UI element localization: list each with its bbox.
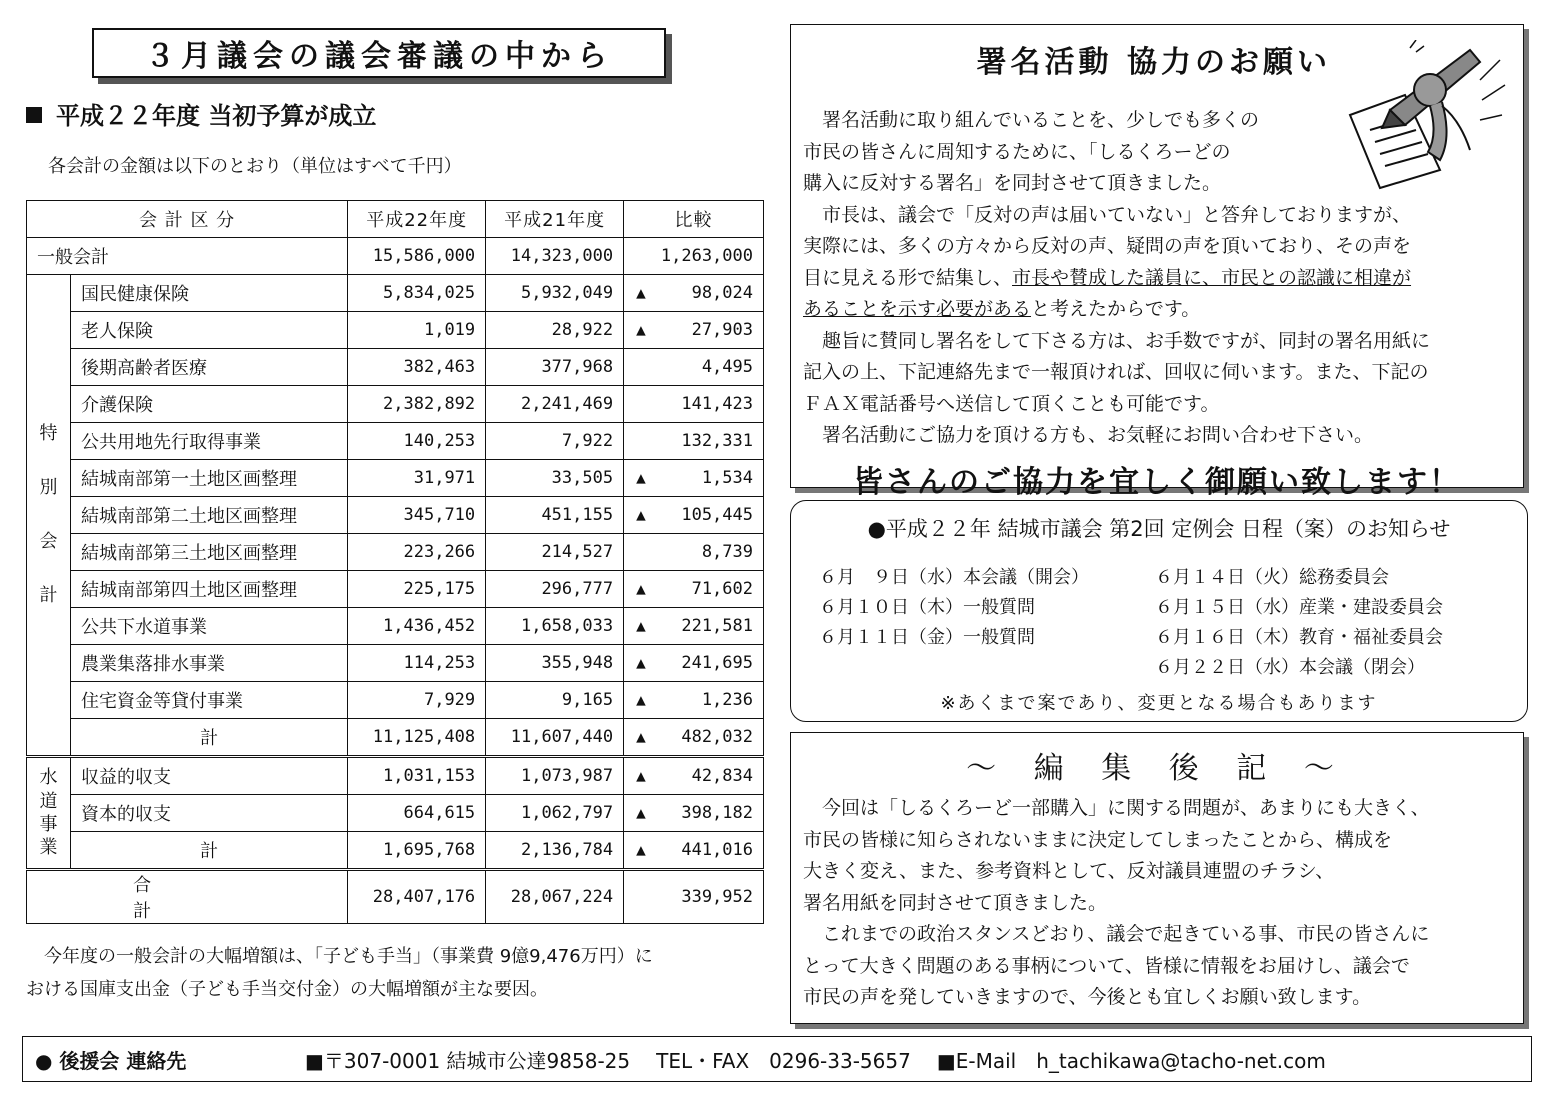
header-diff: 比較 xyxy=(624,201,764,238)
table-row xyxy=(27,608,764,645)
petition-line: 署名活動にご協力を頂ける方も、お気軽にお問い合わせ下さい。 xyxy=(803,424,1374,446)
schedule-box xyxy=(790,500,1528,722)
cell-diff xyxy=(624,608,764,645)
decrease-triangle-icon: ▲ xyxy=(636,505,646,524)
petition-underlined-text: あることを示す必要がある xyxy=(803,298,1032,320)
cell-h21: 214,527 xyxy=(486,534,624,571)
cell-diff xyxy=(624,682,764,719)
contact-address: ■〒307-0001 結城市公達9858-25 xyxy=(305,1048,631,1073)
editor-note-box xyxy=(790,732,1524,1024)
table-row xyxy=(27,571,764,608)
table-row-general xyxy=(27,238,764,275)
diff-value: 98,024 xyxy=(691,283,753,303)
cell-h21: 1,062,797 xyxy=(486,795,624,832)
cell-h21: 5,932,049 xyxy=(486,275,624,312)
cell-h21: 296,777 xyxy=(486,571,624,608)
cell-h21: 1,658,033 xyxy=(486,608,624,645)
petition-closing: 皆さんのご協力を宜しく御願い致します！ xyxy=(853,465,1461,500)
cell-diff xyxy=(624,534,764,571)
diff-value: 221,581 xyxy=(681,616,753,636)
header-h21: 平成21年度 xyxy=(486,201,624,238)
table-row xyxy=(27,312,764,349)
row-label: 資本的収支 xyxy=(70,795,347,832)
table-row xyxy=(27,386,764,423)
schedule-note: ※あくまで案であり、変更となる場合もあります xyxy=(940,693,1378,714)
cell-diff: 339,952 xyxy=(624,870,764,924)
petition-line: 市民の皆さんに周知するために、「しるくろーどの xyxy=(803,140,1231,163)
group-label-special: 特 別 会 計 xyxy=(27,275,71,757)
schedule-item: ６月１４日（火）総務委員会 xyxy=(1155,567,1389,588)
decrease-triangle-icon: ▲ xyxy=(636,468,646,487)
diff-value: 482,032 xyxy=(681,727,753,747)
section-heading-text: 平成２２年度 当初予算が成立 xyxy=(56,102,377,130)
diff-value: 132,331 xyxy=(681,431,753,451)
cell-h21: 355,948 xyxy=(486,645,624,682)
row-label: 介護保険 xyxy=(70,386,347,423)
petition-line: 市長は、議会で「反対の声は届いていない」と答弁しておりますが、 xyxy=(803,203,1412,226)
contact-email: ■E-Mail h_tachikawa@tacho-net.com xyxy=(936,1048,1326,1073)
cell-diff xyxy=(624,349,764,386)
cell-h21: 28,067,224 xyxy=(486,870,624,924)
row-label: 計 xyxy=(70,719,347,757)
table-row xyxy=(27,682,764,719)
cell-h22: 7,929 xyxy=(348,682,486,719)
cell-diff xyxy=(624,312,764,349)
cell-h21: 2,136,784 xyxy=(486,832,624,870)
contact-footer xyxy=(22,1036,1532,1082)
editor-note-line: これまでの政治スタンスどおり、議会で起きている事、市民の皆さんに xyxy=(803,923,1430,945)
contact-phone: TEL・FAX 0296-33-5657 xyxy=(656,1048,911,1073)
summary-line: おける国庫支出金（子ども手当交付金）の大幅増額が主な要因。 xyxy=(26,979,548,1000)
editor-note-line: 市民の皆様に知らされないままに決定してしまったことから、構成を xyxy=(803,828,1393,851)
row-label: 結城南部第一土地区画整理 xyxy=(70,460,347,497)
cell-h22: 664,615 xyxy=(348,795,486,832)
petition-underlined-text: 市長や賛成した議員に、市民との認識に相違が xyxy=(1012,266,1412,289)
petition-line: 署名活動に取り組んでいることを、少しでも多くの xyxy=(803,109,1260,131)
table-row xyxy=(27,275,764,312)
cell-h21: 14,323,000 xyxy=(486,238,624,275)
petition-line xyxy=(803,263,1503,295)
petition-title: 署名活動 協力のお願い xyxy=(976,45,1331,80)
schedule-item: ６月１６日（木）教育・福祉委員会 xyxy=(1155,627,1443,648)
decrease-triangle-icon: ▲ xyxy=(636,803,646,822)
cell-h21: 2,241,469 xyxy=(486,386,624,423)
unit-note: 各会計の金額は以下のとおり（単位はすべて千円） xyxy=(48,156,462,177)
schedule-left-column xyxy=(819,563,1089,653)
cell-h21: 28,922 xyxy=(486,312,624,349)
row-label: 一般会計 xyxy=(27,238,348,275)
cell-h21: 7,922 xyxy=(486,423,624,460)
cell-h22: 11,125,408 xyxy=(348,719,486,757)
schedule-item: ６月１５日（水）産業・建設委員会 xyxy=(1155,597,1443,618)
petition-line: 記入の上、下記連絡先まで一報頂ければ、回収に伺います。また、下記の xyxy=(803,361,1429,383)
diff-value: 4,495 xyxy=(701,357,753,377)
cell-h22: 225,175 xyxy=(348,571,486,608)
row-label: 農業集落排水事業 xyxy=(70,645,347,682)
table-row xyxy=(27,460,764,497)
diff-value: 42,834 xyxy=(691,766,753,786)
table-row xyxy=(27,719,764,757)
cell-diff xyxy=(624,275,764,312)
decrease-triangle-icon: ▲ xyxy=(636,653,646,672)
decrease-triangle-icon: ▲ xyxy=(636,283,646,302)
table-row xyxy=(27,423,764,460)
cell-h22: 31,971 xyxy=(348,460,486,497)
decrease-triangle-icon: ▲ xyxy=(636,579,646,598)
editor-note-line: 市民の声を発していきますので、今後とも宜しくお願い致します。 xyxy=(803,986,1372,1008)
row-label: 公共下水道事業 xyxy=(70,608,347,645)
diff-value: 105,445 xyxy=(681,505,753,525)
budget-table xyxy=(26,200,764,924)
cell-diff xyxy=(624,719,764,757)
cell-diff xyxy=(624,497,764,534)
table-row xyxy=(27,757,764,795)
cell-diff xyxy=(624,460,764,497)
diff-value: 1,534 xyxy=(701,468,753,488)
decrease-triangle-icon: ▲ xyxy=(636,840,646,859)
row-label: 後期高齢者医療 xyxy=(70,349,347,386)
cell-h22: 223,266 xyxy=(348,534,486,571)
cell-diff xyxy=(624,757,764,795)
decrease-triangle-icon: ▲ xyxy=(636,690,646,709)
diff-value: 8,739 xyxy=(701,542,753,562)
cell-h22: 140,253 xyxy=(348,423,486,460)
cell-h22: 2,382,892 xyxy=(348,386,486,423)
summary-line: 今年度の一般会計の大幅増額は、「子ども手当」（事業費 9億9,476万円）に xyxy=(44,946,653,967)
cell-diff xyxy=(624,795,764,832)
row-label: 結城南部第四土地区画整理 xyxy=(70,571,347,608)
petition-line: 趣旨に賛同し署名をして下さる方は、お手数ですが、同封の署名用紙に xyxy=(803,329,1431,352)
editor-note-line: 大きく変え、また、参考資料として、反対議員連盟のチラシ、 xyxy=(803,860,1335,882)
table-row-grand-total xyxy=(27,870,764,924)
cell-diff xyxy=(624,386,764,423)
decrease-triangle-icon: ▲ xyxy=(636,320,646,339)
cell-h21: 9,165 xyxy=(486,682,624,719)
decrease-triangle-icon: ▲ xyxy=(636,616,646,635)
cell-diff xyxy=(624,423,764,460)
cell-h21: 451,155 xyxy=(486,497,624,534)
cell-h22: 1,695,768 xyxy=(348,832,486,870)
petition-line xyxy=(803,294,1503,326)
cell-diff xyxy=(624,571,764,608)
row-label: 公共用地先行取得事業 xyxy=(70,423,347,460)
cell-h21: 33,505 xyxy=(486,460,624,497)
diff-value: 1,236 xyxy=(701,690,753,710)
row-label: 老人保険 xyxy=(70,312,347,349)
pen-signing-illustration-icon xyxy=(1330,40,1510,190)
row-label: 計 xyxy=(70,832,347,870)
editor-note-body xyxy=(803,793,1511,1014)
cell-h22: 114,253 xyxy=(348,645,486,682)
section-heading xyxy=(26,96,376,131)
cell-diff: 1,263,000 xyxy=(624,238,764,275)
diff-value: 71,602 xyxy=(691,579,753,599)
schedule-item: ６月２２日（水）本会議（閉会） xyxy=(1155,657,1425,678)
editor-note-title: ～ 編 集 後 記 ～ xyxy=(966,751,1348,786)
table-row xyxy=(27,795,764,832)
table-header-row xyxy=(27,201,764,238)
cell-h22: 1,031,153 xyxy=(348,757,486,795)
cell-h22: 5,834,025 xyxy=(348,275,486,312)
page-title: ３月議会の議会審議の中から xyxy=(92,28,666,78)
diff-value: 441,016 xyxy=(681,840,753,860)
decrease-triangle-icon: ▲ xyxy=(636,766,646,785)
row-label: 住宅資金等貸付事業 xyxy=(70,682,347,719)
header-category: 会 計 区 分 xyxy=(27,201,348,238)
table-row xyxy=(27,832,764,870)
group-label-water: 水 道 事 業 xyxy=(27,757,71,870)
diff-value: 141,423 xyxy=(681,394,753,414)
cell-h22: 382,463 xyxy=(348,349,486,386)
petition-line: 実際には、多くの方々から反対の声、疑問の声を頂いており、その声を xyxy=(803,235,1412,257)
summary-paragraph xyxy=(26,940,766,1006)
row-label: 合 計 xyxy=(27,870,348,924)
diff-value: 27,903 xyxy=(691,320,753,340)
cell-h22: 345,710 xyxy=(348,497,486,534)
diff-value: 398,182 xyxy=(681,803,753,823)
row-label: 収益的収支 xyxy=(70,757,347,795)
table-row xyxy=(27,534,764,571)
diff-value: 241,695 xyxy=(681,653,753,673)
petition-text: 目に見える形で結集し、 xyxy=(803,266,1013,289)
table-row xyxy=(27,349,764,386)
cell-h21: 11,607,440 xyxy=(486,719,624,757)
cell-h22: 1,436,452 xyxy=(348,608,486,645)
editor-note-line: 署名用紙を同封させて頂きました。 xyxy=(803,891,1108,914)
square-bullet-icon xyxy=(26,107,42,123)
cell-diff xyxy=(624,832,764,870)
schedule-title: ●平成２２年 結城市議会 第2回 定例会 日程（案）のお知らせ xyxy=(867,517,1451,541)
cell-h22: 15,586,000 xyxy=(348,238,486,275)
cell-diff xyxy=(624,645,764,682)
petition-line: ＦＡＸ電話番号へ送信して頂くことも可能です。 xyxy=(803,392,1220,415)
petition-text: と考えたからです。 xyxy=(1031,298,1201,320)
schedule-right-column xyxy=(1155,563,1443,683)
decrease-triangle-icon: ▲ xyxy=(636,727,646,746)
editor-note-line: とって大きく問題のある事柄について、皆様に情報をお届けし、議会で xyxy=(803,954,1410,977)
cell-h21: 377,968 xyxy=(486,349,624,386)
contact-label: ● 後援会 連絡先 xyxy=(35,1048,187,1073)
petition-line: 購入に反対する署名」を同封させて頂きました。 xyxy=(803,172,1222,194)
row-label: 国民健康保険 xyxy=(70,275,347,312)
cell-h22: 28,407,176 xyxy=(348,870,486,924)
row-label: 結城南部第三土地区画整理 xyxy=(70,534,347,571)
cell-h21: 1,073,987 xyxy=(486,757,624,795)
table-row xyxy=(27,497,764,534)
table-row xyxy=(27,645,764,682)
cell-h22: 1,019 xyxy=(348,312,486,349)
schedule-item: ６月１０日（木）一般質問 xyxy=(819,597,1035,618)
schedule-item: ６月 ９日（水）本会議（開会） xyxy=(819,567,1089,588)
schedule-item: ６月１１日（金）一般質問 xyxy=(819,627,1035,648)
editor-note-line: 今回は「しるくろーど一部購入」に関する問題が、あまりにも大きく、 xyxy=(803,797,1430,819)
header-h22: 平成22年度 xyxy=(348,201,486,238)
row-label: 結城南部第二土地区画整理 xyxy=(70,497,347,534)
